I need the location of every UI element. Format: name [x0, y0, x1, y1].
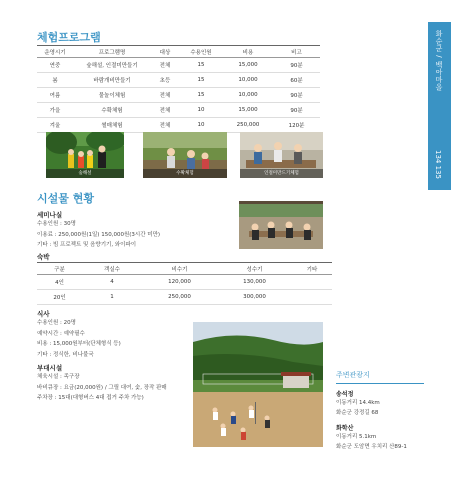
table-cell: 10,000 — [223, 73, 273, 88]
nearby-title: 주변관광지 — [336, 370, 424, 384]
photo-rice-cake — [240, 132, 323, 178]
seminar-etc: 기타 : 빔 프로젝트 및 음향기기, 와이파이 — [37, 242, 137, 248]
table-row — [37, 118, 320, 133]
page-numbers: 134 135 — [434, 150, 442, 179]
sports-field-image — [193, 322, 323, 447]
table-cell: 15 — [179, 88, 223, 103]
table-cell: 15,000 — [223, 58, 273, 73]
table-row — [37, 88, 320, 103]
table-cell: 15 — [179, 73, 223, 88]
table-cell: 300,000 — [217, 290, 292, 305]
table-cell: 가을 — [37, 103, 73, 118]
extra-info — [37, 372, 167, 404]
lodging-title: 숙박 — [37, 253, 50, 261]
col-off-season: 비수기 — [142, 263, 217, 275]
photo-caption: 숲해설 — [46, 169, 124, 178]
table-row — [37, 275, 332, 290]
table-cell: 20인 — [37, 290, 82, 305]
table-cell: 4 — [82, 275, 142, 290]
col-rooms: 객실수 — [82, 263, 142, 275]
seminar-fee: 이용료 : 250,000원(1일) 150,000원(3시간 미만) — [37, 231, 161, 238]
table-cell: 15 — [179, 58, 223, 73]
table-cell: 4인 — [37, 275, 82, 290]
table-cell: 10 — [179, 103, 223, 118]
table-cell: 바람개비만들기 — [73, 73, 151, 88]
meal-reservation: 예약시간 : 예약필수 — [37, 330, 85, 337]
table-cell: 수확체험 — [73, 103, 151, 118]
table-row — [37, 58, 320, 73]
col-etc: 기타 — [292, 263, 332, 275]
table-cell: 120,000 — [142, 275, 217, 290]
photo-harvest — [143, 132, 227, 178]
attraction-address: 화순군 도암면 우치리 산89-1 — [336, 444, 407, 450]
table-cell: 60분 — [273, 73, 320, 88]
col-period: 운영시기 — [37, 46, 73, 58]
table-cell: 130,000 — [217, 275, 292, 290]
meal-etc: 기타 : 정식한, 비나불국 — [37, 351, 94, 358]
extra-parking: 주차장 : 15대(대형버스 4대 접거 주차 가능) — [37, 395, 144, 401]
table-cell: 15,000 — [223, 103, 273, 118]
table-cell: 숲해설, 인절미만들기 — [73, 58, 151, 73]
extra-bbq: 바비큐장 : 요금(20,000원) / 그릴 대여, 숯, 장작 판매 — [37, 384, 167, 391]
program-section-title: 체험프로그램 — [37, 31, 101, 44]
meal-capacity: 수용인원 : 20명 — [37, 320, 76, 326]
table-cell: 90분 — [273, 103, 320, 118]
seminar-room-image — [239, 201, 323, 249]
photo-seminar-room — [239, 201, 323, 249]
table-cell: 90분 — [273, 58, 320, 73]
table-row — [37, 73, 320, 88]
col-cost: 비용 — [223, 46, 273, 58]
table-row — [37, 290, 332, 305]
side-chapter-tab — [428, 22, 451, 190]
table-cell: 연중 — [37, 58, 73, 73]
photo-forest-tour — [46, 132, 124, 178]
attraction-address: 화순군 강정길 68 — [336, 410, 379, 416]
nearby-attractions — [336, 370, 424, 452]
photo-caption: 수확체험 — [143, 169, 227, 178]
col-note: 비고 — [273, 46, 320, 58]
attraction-distance: 이동거리 5.1km — [336, 434, 377, 440]
program-table-header — [37, 46, 320, 58]
attraction-name: 송석정 — [336, 391, 354, 398]
meal-title: 식사 — [37, 310, 50, 318]
room-table-header — [37, 263, 332, 275]
table-cell: 썰매체험 — [73, 118, 151, 133]
table-cell: 여름 — [37, 88, 73, 103]
col-capacity: 수용인원 — [179, 46, 223, 58]
table-cell: 물놀이체험 — [73, 88, 151, 103]
col-type: 구분 — [37, 263, 82, 275]
table-cell: 전체 — [151, 88, 179, 103]
side-chapter-title: 화순군 / 백아마을 — [435, 30, 443, 91]
table-cell: 전체 — [151, 118, 179, 133]
col-target: 대상 — [151, 46, 179, 58]
table-cell — [292, 275, 332, 290]
col-program: 프로그램명 — [73, 46, 151, 58]
photo-sports-field — [193, 322, 323, 447]
table-cell: 봄 — [37, 73, 73, 88]
table-cell: 90분 — [273, 88, 320, 103]
attraction-name: 화학산 — [336, 425, 354, 432]
attraction-distance: 이동거리 14.4km — [336, 400, 380, 406]
col-peak-season: 성수기 — [217, 263, 292, 275]
table-cell: 초등 — [151, 73, 179, 88]
table-cell — [292, 290, 332, 305]
extra-sports: 체육시설 : 족구장 — [37, 374, 80, 380]
program-table — [37, 45, 320, 133]
table-cell: 120분 — [273, 118, 320, 133]
table-cell: 250,000 — [223, 118, 273, 133]
photo-caption: 인절미만드기체험 — [240, 169, 323, 178]
table-cell: 10,000 — [223, 88, 273, 103]
meal-cost: 비용 : 15,000원부터(단체형식 등) — [37, 341, 121, 347]
table-row — [37, 103, 320, 118]
extra-title: 부대시설 — [37, 364, 63, 372]
facility-section-title: 시설물 현황 — [37, 192, 94, 205]
table-cell: 겨울 — [37, 118, 73, 133]
table-cell: 250,000 — [142, 290, 217, 305]
table-cell: 1 — [82, 290, 142, 305]
meal-info — [37, 318, 121, 360]
seminar-info — [37, 219, 160, 251]
seminar-capacity: 수용인원 : 30명 — [37, 221, 76, 227]
room-table — [37, 262, 332, 305]
seminar-title: 세미나실 — [37, 211, 63, 219]
table-cell: 전체 — [151, 58, 179, 73]
table-cell: 전체 — [151, 103, 179, 118]
table-cell: 10 — [179, 118, 223, 133]
